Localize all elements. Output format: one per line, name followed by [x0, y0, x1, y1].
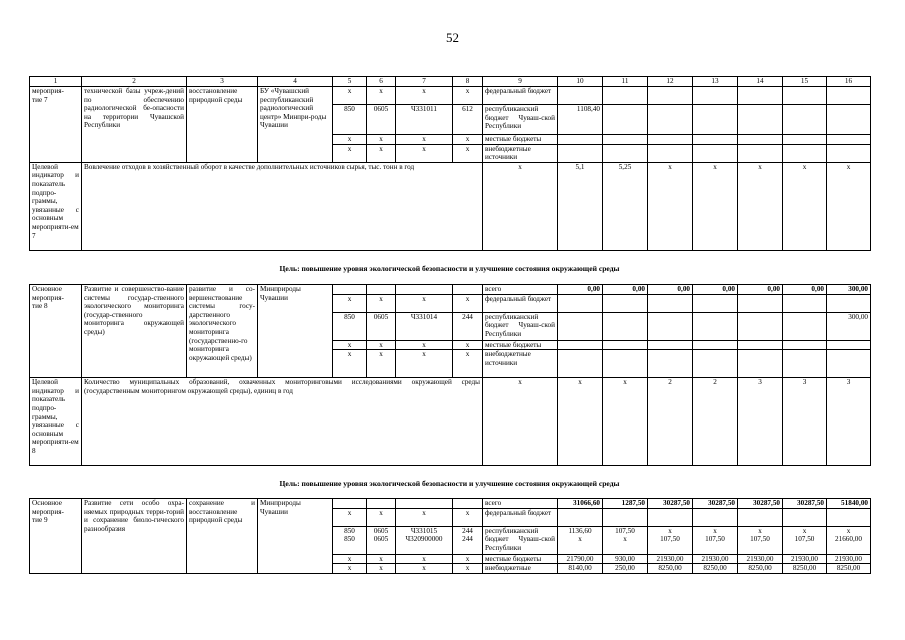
- cell-c8: x: [453, 87, 483, 105]
- total-c12: 0,00: [648, 285, 693, 295]
- cell-c6: x: [367, 350, 396, 378]
- cell-c16: 300,00: [827, 312, 871, 340]
- cell-c11: [603, 135, 648, 145]
- cell-c13: [693, 340, 738, 350]
- cell-c13: [693, 508, 738, 526]
- cell-source: федеральный бюджет: [483, 294, 558, 312]
- indicator-c16: 3: [827, 378, 871, 466]
- cell-c13: 21930,00: [693, 554, 738, 564]
- cell-c13: x 107,50: [693, 526, 738, 554]
- header-col-7: 7: [396, 77, 453, 87]
- cell-c15: [783, 340, 827, 350]
- total-c13: 0,00: [693, 285, 738, 295]
- total-c16: 300,00: [827, 285, 871, 295]
- header-col-14: 14: [738, 77, 783, 87]
- cell-c16: [827, 508, 871, 526]
- indicator-c11: 5,25: [603, 162, 648, 250]
- cell-c7: x: [396, 87, 453, 105]
- cell-c12: 8250,00: [648, 564, 693, 574]
- indicator-row: [30, 378, 871, 466]
- cell-c12: [648, 340, 693, 350]
- cell-c14: x 107,50: [738, 526, 783, 554]
- cell-c7: x: [396, 294, 453, 312]
- indicator-label: Целевой индикатор и показатель подпро-граммы, увязанные с основным мероприяти-ем 7: [30, 162, 82, 250]
- cell-c5: x: [333, 554, 367, 564]
- cell-source: местные бюджеты: [483, 135, 558, 145]
- cell-c11: 250,00: [603, 564, 648, 574]
- goal-heading-2: Цель: повышение уровня экологической безопасности и улучшение состояния окружающей среды: [279, 479, 620, 488]
- cell-c8: x: [453, 554, 483, 564]
- cell-c6: x: [367, 340, 396, 350]
- event-label: Основное мероприя- тие 9: [30, 499, 82, 574]
- cell-c12: [648, 350, 693, 378]
- cell-c14: 8250,00: [738, 564, 783, 574]
- event-executor: Минприроды Чувашии: [258, 285, 333, 378]
- cell-c7: x: [396, 340, 453, 350]
- total-c12: 30287,50: [648, 499, 693, 509]
- indicator-c15: 3: [783, 378, 827, 466]
- cell-c15: x 107,50: [783, 526, 827, 554]
- cell-c16: [827, 105, 871, 135]
- cell-c15: [783, 87, 827, 105]
- header-col-9: 9: [483, 77, 558, 87]
- header-col-8: 8: [453, 77, 483, 87]
- header-col-4: 4: [258, 77, 333, 87]
- header-col-12: 12: [648, 77, 693, 87]
- cell-c7: Ч331014: [396, 312, 453, 340]
- cell-c16: [827, 87, 871, 105]
- cell-c12: [648, 105, 693, 135]
- cell-source: местные бюджеты: [483, 554, 558, 564]
- cell-c16: x 21660,00: [827, 526, 871, 554]
- cell-c13: [693, 105, 738, 135]
- cell-c16: [827, 144, 871, 162]
- cell-c11: [603, 340, 648, 350]
- cell-c13: [693, 135, 738, 145]
- cell-c7: x: [396, 135, 453, 145]
- cell-source: внебюджетные источники: [483, 350, 558, 378]
- event-goal: развитие и со-вершенствование системы госу-дарственного экологического мониторинга (государственно-го мониторинга окружающей среды): [187, 285, 258, 378]
- table-row: [30, 285, 871, 295]
- cell-c15: [783, 350, 827, 378]
- cell-c10: 21790,00: [558, 554, 603, 564]
- header-row: [30, 77, 871, 87]
- cell-c6: x: [367, 87, 396, 105]
- cell-c8: x: [453, 564, 483, 574]
- cell-c6: 0605 0605: [367, 526, 396, 554]
- cell-c14: [738, 144, 783, 162]
- indicator-c16: x: [827, 162, 871, 250]
- cell-c10: [558, 340, 603, 350]
- cell-c5: x: [333, 144, 367, 162]
- goal-heading-1: Цель: повышение уровня экологической безопасности и улучшение состояния окружающей среды: [279, 264, 620, 273]
- event-name: технической базы учреж-дений по обеспечению радиологической бе-опасности на территории Чувашской Республики: [82, 87, 187, 163]
- cell-c5: x: [333, 294, 367, 312]
- cell-c11: 107,50 x: [603, 526, 648, 554]
- cell-source: республиканский бюджет Чуваш-ской Республики: [483, 526, 558, 554]
- cell-c14: [738, 135, 783, 145]
- cell-c13: [693, 87, 738, 105]
- cell-c12: x 107,50: [648, 526, 693, 554]
- cell-c8: x: [453, 135, 483, 145]
- cell-c12: [648, 87, 693, 105]
- cell-c6: 0605: [367, 312, 396, 340]
- cell-c8: 244: [453, 312, 483, 340]
- cell-c16: 21930,00: [827, 554, 871, 564]
- cell-c5: x: [333, 87, 367, 105]
- cell-c11: 930,00: [603, 554, 648, 564]
- total-c11: 0,00: [603, 285, 648, 295]
- cell-c10: 8140,00: [558, 564, 603, 574]
- cell-source: федеральный бюджет: [483, 87, 558, 105]
- cell-c11: [603, 144, 648, 162]
- indicator-c9: x: [483, 162, 558, 250]
- cell-c6: x: [367, 564, 396, 574]
- cell-c7: x: [396, 508, 453, 526]
- cell-c13: 8250,00: [693, 564, 738, 574]
- cell-c8: x: [453, 340, 483, 350]
- cell-c14: [738, 508, 783, 526]
- cell-c6: x: [367, 554, 396, 564]
- total-c11: 1287,50: [603, 499, 648, 509]
- indicator-c12: 2: [648, 378, 693, 466]
- header-col-5: 5: [333, 77, 367, 87]
- cell-c11: [603, 508, 648, 526]
- cell-c16: [827, 294, 871, 312]
- cell-c7: x: [396, 144, 453, 162]
- cell-c16: [827, 350, 871, 378]
- cell-c13: [693, 144, 738, 162]
- cell-c8: x: [453, 350, 483, 378]
- cell-source: республиканский бюджет Чуваш-ской Республики: [483, 105, 558, 135]
- cell-c11: [603, 87, 648, 105]
- cell-c12: [648, 144, 693, 162]
- indicator-c9: x: [483, 378, 558, 466]
- indicator-text: Количество муниципальных образований, охваченных мониторинговыми исследованиями окружающей среды (государственным мониторингом окружающей среды), единиц в год: [82, 378, 483, 466]
- cell-source: внебюджетные: [483, 564, 558, 574]
- header-col-2: 2: [82, 77, 187, 87]
- table-row: [30, 87, 871, 105]
- event-name: Развитие и совершенство-вание системы государ-ственного экологического мониторинга (государ-ственного мониторинга окружающей среды): [82, 285, 187, 378]
- cell-c16: [827, 340, 871, 350]
- cell-c11: [603, 294, 648, 312]
- header-col-15: 15: [783, 77, 827, 87]
- header-col-1: 1: [30, 77, 82, 87]
- total-c15: 30287,50: [783, 499, 827, 509]
- header-col-6: 6: [367, 77, 396, 87]
- total-c15: 0,00: [783, 285, 827, 295]
- cell-c8: 244 244: [453, 526, 483, 554]
- indicator-label: Целевой индикатор и показатель подпро-граммы, увязанные с основным мероприяти-ем 8: [30, 378, 82, 466]
- cell-c5: x: [333, 340, 367, 350]
- event-executor: Минприроды Чувашии: [258, 499, 333, 574]
- cell-source: республиканский бюджет Чуваш-ской Республики: [483, 312, 558, 340]
- cell-c8: x: [453, 508, 483, 526]
- indicator-text: Вовлечение отходов в хозяйственный оборот в качестве дополнительных источников сырья, тыс. тонн в год: [82, 162, 483, 250]
- page-number: 52: [446, 30, 459, 45]
- indicator-row: [30, 162, 871, 250]
- indicator-c10: 5,1: [558, 162, 603, 250]
- indicator-c14: 3: [738, 378, 783, 466]
- cell-c10: [558, 294, 603, 312]
- cell-c15: [783, 135, 827, 145]
- cell-c11: [603, 312, 648, 340]
- cell-c15: 21930,00: [783, 554, 827, 564]
- event-goal: сохранение и восстановление природной среды: [187, 499, 258, 574]
- cell-c10: [558, 87, 603, 105]
- total-c14: 30287,50: [738, 499, 783, 509]
- cell-c12: [648, 312, 693, 340]
- cell-c12: 21930,00: [648, 554, 693, 564]
- cell-c5: 850: [333, 105, 367, 135]
- indicator-c10: x: [558, 378, 603, 466]
- cell-c13: [693, 350, 738, 378]
- cell-c6: x: [367, 508, 396, 526]
- cell-c5: x: [333, 350, 367, 378]
- indicator-c13: x: [693, 162, 738, 250]
- cell-c14: [738, 350, 783, 378]
- indicator-c15: x: [783, 162, 827, 250]
- table-block-event-9: [29, 498, 871, 574]
- indicator-c13: 2: [693, 378, 738, 466]
- cell-c6: x: [367, 135, 396, 145]
- cell-c14: [738, 87, 783, 105]
- cell-c8: x: [453, 294, 483, 312]
- table-block-event-7: [29, 76, 871, 251]
- cell-c14: [738, 294, 783, 312]
- cell-source: всего: [483, 499, 558, 509]
- event-label: Основное мероприя- тие 8: [30, 285, 82, 378]
- cell-c15: [783, 312, 827, 340]
- cell-c7: x: [396, 554, 453, 564]
- cell-c5: x: [333, 564, 367, 574]
- cell-c10: 1108,40: [558, 105, 603, 135]
- cell-c10: [558, 508, 603, 526]
- cell-c14: [738, 105, 783, 135]
- cell-c13: [693, 312, 738, 340]
- cell-c8: x: [453, 144, 483, 162]
- cell-c10: 1136,60 x: [558, 526, 603, 554]
- cell-c10: [558, 350, 603, 378]
- cell-c7: Ч331011: [396, 105, 453, 135]
- header-col-3: 3: [187, 77, 258, 87]
- cell-c15: [783, 508, 827, 526]
- header-col-10: 10: [558, 77, 603, 87]
- cell-c6: x: [367, 144, 396, 162]
- table-block-event-8: [29, 284, 871, 466]
- cell-c15: 8250,00: [783, 564, 827, 574]
- cell-c7: x: [396, 350, 453, 378]
- cell-c10: [558, 144, 603, 162]
- cell-c6: 0605: [367, 105, 396, 135]
- table-row: [30, 499, 871, 509]
- cell-source: федеральный бюджет: [483, 508, 558, 526]
- cell-c16: [827, 135, 871, 145]
- total-c13: 30287,50: [693, 499, 738, 509]
- event-name: Развитие сети особо охра-няемых природных терри-торий и сохранение биоло-гического разнообразия: [82, 499, 187, 574]
- cell-c15: [783, 144, 827, 162]
- header-col-16: 16: [827, 77, 871, 87]
- cell-source: местные бюджеты: [483, 340, 558, 350]
- cell-c15: [783, 105, 827, 135]
- cell-c5: x: [333, 135, 367, 145]
- total-c16: 51840,00: [827, 499, 871, 509]
- total-c10: 31066,60: [558, 499, 603, 509]
- event-executor: БУ «Чувашский республиканский радиологический центр» Минпри-роды Чувашии: [258, 87, 333, 163]
- total-c14: 0,00: [738, 285, 783, 295]
- cell-c12: [648, 508, 693, 526]
- cell-c7: Ч331015 Ч320900000: [396, 526, 453, 554]
- event-goal: восстановление природной среды: [187, 87, 258, 163]
- cell-c16: 8250,00: [827, 564, 871, 574]
- cell-c14: 21930,00: [738, 554, 783, 564]
- indicator-c14: x: [738, 162, 783, 250]
- cell-c8: 612: [453, 105, 483, 135]
- cell-c14: [738, 340, 783, 350]
- cell-c15: [783, 294, 827, 312]
- cell-c11: [603, 105, 648, 135]
- cell-c11: [603, 350, 648, 378]
- indicator-c11: x: [603, 378, 648, 466]
- cell-c12: [648, 135, 693, 145]
- total-c10: 0,00: [558, 285, 603, 295]
- cell-c6: x: [367, 294, 396, 312]
- cell-c12: [648, 294, 693, 312]
- cell-c13: [693, 294, 738, 312]
- cell-source: внебюджетные источники: [483, 144, 558, 162]
- cell-c10: [558, 135, 603, 145]
- cell-c5: 850: [333, 312, 367, 340]
- indicator-c12: x: [648, 162, 693, 250]
- cell-c7: x: [396, 564, 453, 574]
- cell-c5: 850 850: [333, 526, 367, 554]
- header-col-11: 11: [603, 77, 648, 87]
- header-col-13: 13: [693, 77, 738, 87]
- cell-c10: [558, 312, 603, 340]
- cell-c5: x: [333, 508, 367, 526]
- event-label: мероприя- тие 7: [30, 87, 82, 163]
- cell-source: всего: [483, 285, 558, 295]
- cell-c14: [738, 312, 783, 340]
